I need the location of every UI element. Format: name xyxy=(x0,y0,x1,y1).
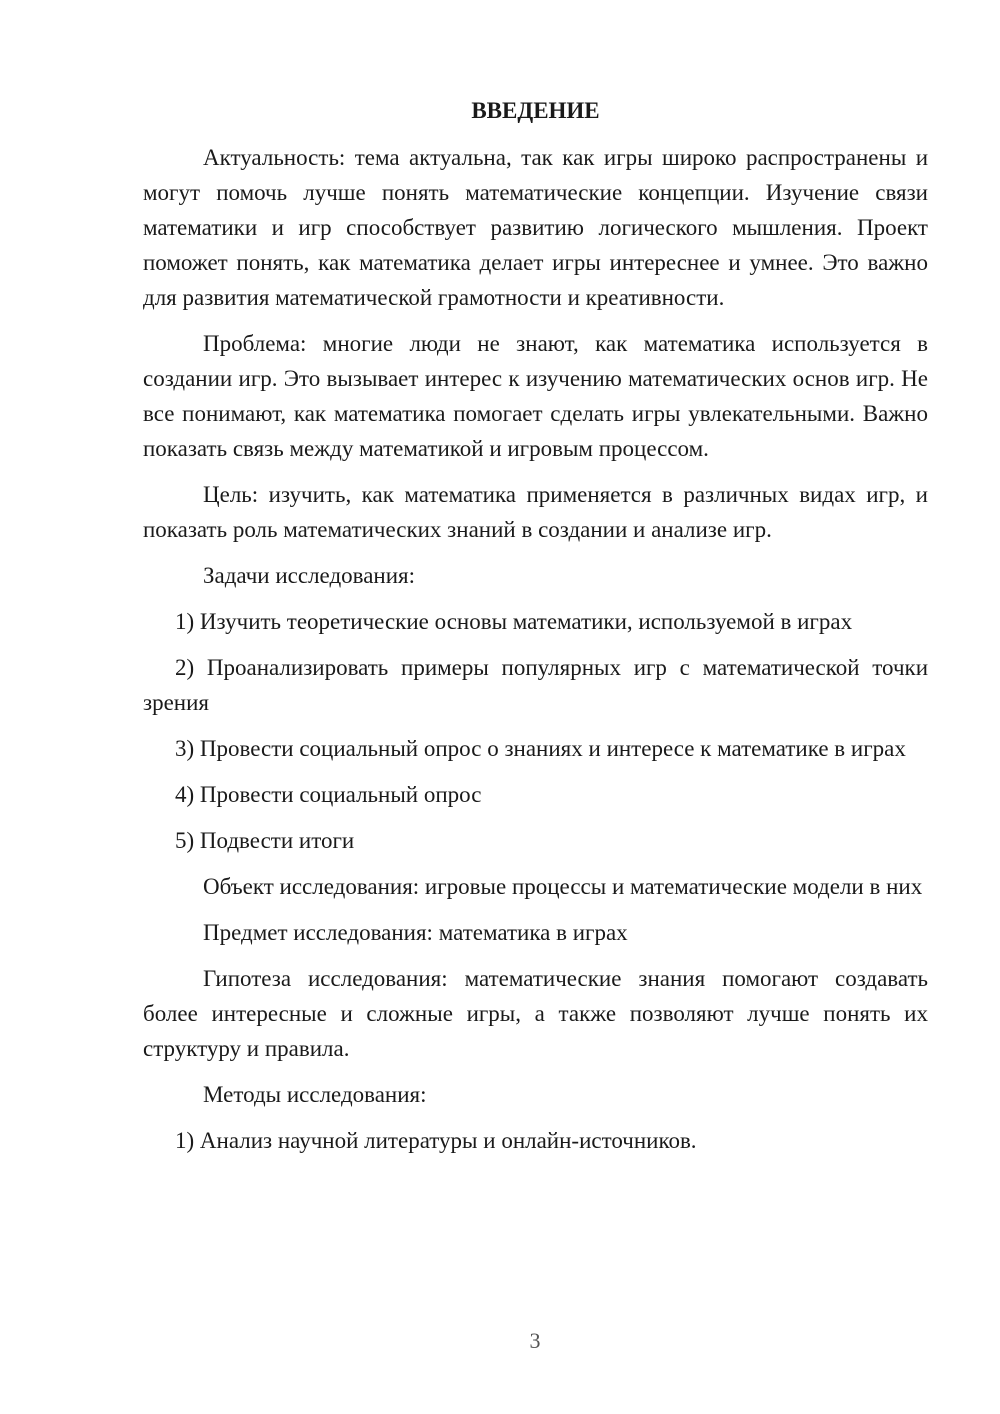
subject-paragraph: Предмет исследования: математика в играх xyxy=(203,920,628,945)
task-item-1: 1) Изучить теоретические основы математики, используемой в играх xyxy=(175,609,853,634)
goal-paragraph: Цель: изучить, как математика применяется в различных видах игр, и показать роль математических знаний в создании и анализе игр. xyxy=(143,482,928,542)
task-item-2: 2) Проанализировать примеры популярных игр с математической точки зрения xyxy=(143,655,928,715)
problem-paragraph: Проблема: многие люди не знают, как математика используется в создании игр. Это вызывает интерес к изучению математических основ игр. Не все понимают, как математика помогает сделать игры увлекательными. Важно показать связь между математикой и игровым процессом. xyxy=(143,331,928,461)
document-body xyxy=(143,93,928,1169)
page-number: 3 xyxy=(529,1328,541,1353)
section-heading: ВВЕДЕНИЕ xyxy=(471,98,600,123)
task-item-5: 5) Подвести итоги xyxy=(175,828,355,853)
hypothesis-paragraph: Гипотеза исследования: математические знания помогают создавать более интересные и сложные игры, а также позволяют лучше понять их структуру и правила. xyxy=(143,966,928,1061)
task-item-4: 4) Провести социальный опрос xyxy=(175,782,482,807)
method-item-1: 1) Анализ научной литературы и онлайн-источников. xyxy=(175,1128,697,1153)
methods-heading: Методы исследования: xyxy=(203,1082,427,1107)
object-paragraph: Объект исследования: игровые процессы и математические модели в них xyxy=(203,874,923,899)
relevance-paragraph: Актуальность: тема актуальна, так как игры широко распространены и могут помочь лучше понять математические концепции. Изучение связи математики и игр способствует развитию логического мышления. Проект поможет понять, как математика делает игры интереснее и умнее. Это важно для развития математической грамотности и креативности. xyxy=(143,145,928,310)
tasks-heading: Задачи исследования: xyxy=(203,563,416,588)
task-item-3: 3) Провести социальный опрос о знаниях и интересе к математике в играх xyxy=(175,736,906,761)
